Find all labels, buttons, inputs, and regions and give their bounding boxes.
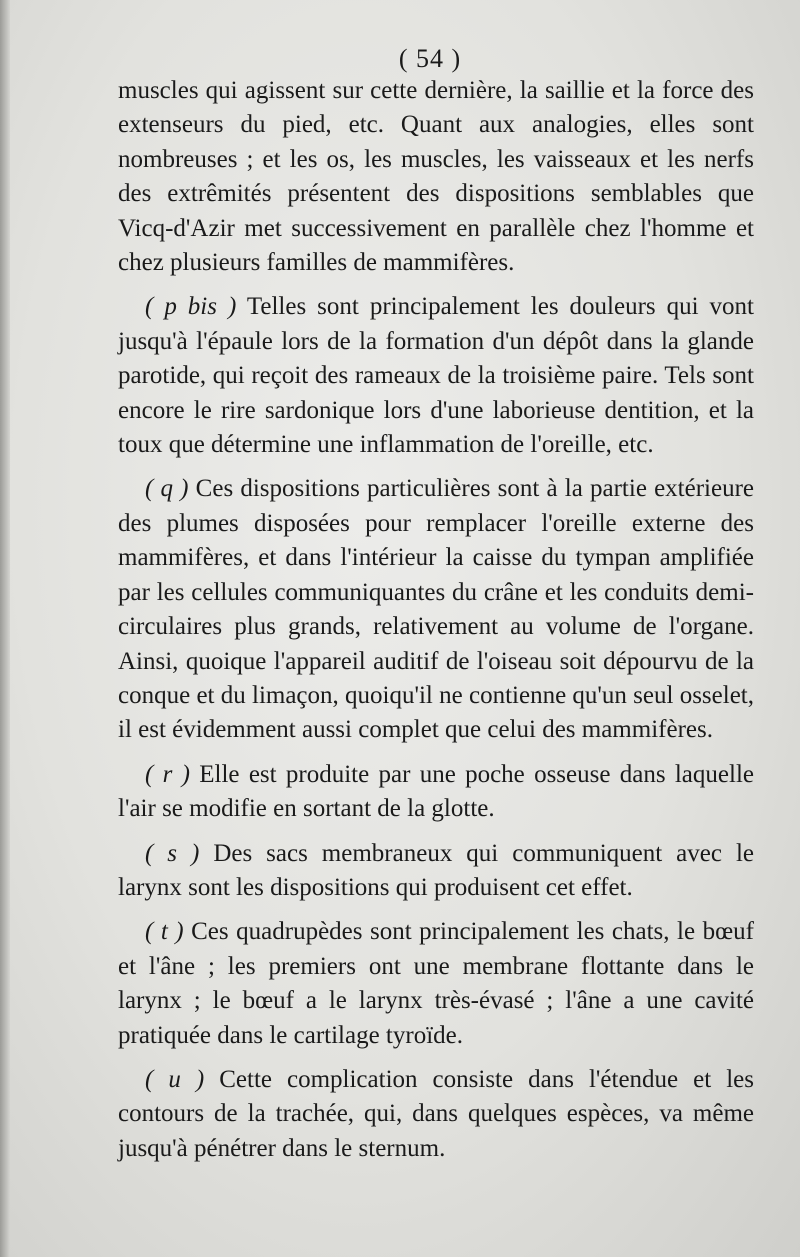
note-text: Des sacs membraneux qui communiquent avec le larynx sont les dispositions qui produisent cet effet.	[118, 839, 754, 901]
note-marker: ( p bis )	[145, 293, 237, 321]
note-text: muscles qui agissent sur cette dernière, la saillie et la force des extenseurs du pied, etc. Quant aux analogies, elles sont nombreuses ; et les os, les muscles, les vaisseaux et les nerfs des extrêmités présentent des dispositions semblables que Vicq-d'Azir met successivement en parallèle chez l'homme et chez plusieurs familles de mammifères.	[118, 77, 754, 277]
note-p-bis	[118, 290, 754, 462]
page-spine-shadow	[0, 0, 10, 1257]
note-u	[118, 1063, 754, 1166]
note-q	[118, 472, 754, 747]
note-marker: ( s )	[145, 839, 200, 867]
note-continuation	[118, 74, 754, 280]
note-s	[118, 837, 754, 906]
note-marker: ( u )	[145, 1065, 205, 1093]
note-t	[118, 915, 754, 1053]
page-number: ( 54 )	[398, 44, 462, 73]
note-text: Elle est produite par une poche osseuse dans laquelle l'air se modifie en sortant de la glotte.	[118, 760, 754, 823]
note-marker: ( r )	[145, 760, 190, 788]
note-text: Cette complication consiste dans l'étendue et les contours de la trachée, qui, dans quelques espèces, va même jusqu'à pénétrer dans le sternum.	[118, 1065, 754, 1162]
note-text: Ces quadrupèdes sont principalement les chats, le bœuf et l'âne ; les premiers ont une membrane flottante dans le larynx ; le bœuf a le larynx très-évasé ; l'âne a une cavité pratiquée dans le cartilage tyroïde.	[118, 918, 754, 1049]
note-marker: ( t )	[145, 918, 184, 946]
note-text: Ces dispositions particulières sont à la partie extérieure des plumes disposées pour remplacer l'oreille externe des mammifères, et dans l'intérieur la caisse du tympan amplifiée par les cellules communiquantes du crâne et les conduits demi-circulaires plus grands, relativement au volume de l'organe. Ainsi, quoique l'appareil auditif de l'oiseau soit dépourvu de la conque et du limaçon, quoiqu'il ne contienne qu'un seul osselet, il est évidemment aussi complet que celui des mammifères.	[118, 475, 755, 744]
note-r	[118, 758, 754, 827]
note-text: Telles sont principalement les douleurs qui vont jusqu'à l'épaule lors de la formation d'un dépôt dans la glande parotide, qui reçoit des rameaux de la troisième paire. Tels sont encore le rire sardonique lors d'une laborieuse dentition, et la toux que détermine une inflammation de l'oreille, etc.	[118, 293, 755, 459]
notes-text	[118, 74, 754, 1176]
note-marker: ( q )	[145, 475, 189, 503]
